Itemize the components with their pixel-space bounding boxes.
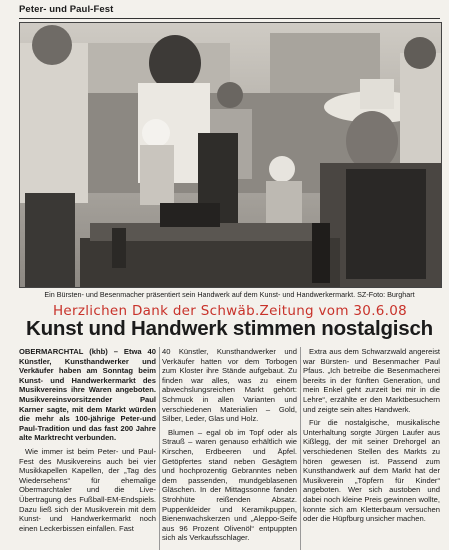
column-divider: [159, 347, 160, 550]
article-column-3: [303, 347, 440, 528]
article-column-2: [162, 347, 297, 547]
article-lead-text: – Etwa 40 Künstler, Kunsthandwerker und Verkäufer haben am Sonntag beim Kunst- und Handwerkermarkt des Musikvereins ihre Waren angeboten. Musikvereinsvorsitzender Paul Karner sagte, mit dem Markt würden die mehr als 100-jährige Peter-und Paul-Tradition und das fast 200 Jahre alte Marktrecht verbunden.: [19, 347, 156, 443]
article-headline: Kunst und Handwerk stimmen nostalgisch: [25, 317, 433, 340]
market-photo-illustration: [20, 23, 441, 287]
top-rule: [19, 18, 440, 19]
article-paragraph: Für die nostalgische, musikalische Unterhaltung sorgte Jürgen Laufer aus Kißlegg, der mit seiner Drehorgel an verschiedenen Stellen des Markts zu hören gewesen ist. Passend zum Kunsthandwerk auf dem Markt hat der Musikverein „Töpfern für Kinder“ angeboten. Wer sich austoben und dabei noch kleine Preis gewinnen wollte, konnte sich am Kletterbaum versuchen oder die Hüpfburg unsicher machen.: [303, 418, 440, 524]
photo-caption: Ein Bürsten- und Besenmacher präsentiert sein Handwerk auf dem Kunst- und Handwerkermarkt. SZ-Foto: Burghart: [44, 290, 415, 299]
article-lead: [19, 347, 156, 443]
article-paragraph: Extra aus dem Schwarzwald angereist war Bürsten- und Besenmacher Paul Pfaus. „Ich betreibe die Besenmacherei bereits in der fünften Generation, und mein Enkel geht zurzeit bei mir in die Lehre“, erzählte er den Marktbesuchern und zeigte sein altes Handwerk.: [303, 347, 440, 414]
section-kicker: Peter- und Paul-Fest: [19, 4, 114, 15]
article-paragraph: 40 Künstler, Kunsthandwerker und Verkäufer hatten vor dem Torbogen zum Kloster ihre Stände aufgebaut. Zu finden war alles, was zu einem abwechslungsreichen Markt gehört: Schmuck in allen Varianten und verschiedenen Materialien – Gold, Silber, Leder, Glas und Holz.: [162, 347, 297, 424]
handwritten-note: Herzlichen Dank der Schwäb.Zeitung vom 30.6.08: [52, 303, 408, 319]
article-body: [19, 347, 440, 550]
column-divider: [300, 347, 301, 550]
article-dateline: OBERMARCHTAL (khb): [19, 347, 108, 356]
article-paragraph: Wie immer ist beim Peter- und Paul-Fest des Musikvereins auch bei vier Musikkapellen Kapellen, der „Tag des Wiedersehens“ für ehemalige Obermarchtaler und die Live-Übertragung des Fußball-EM-Endspiels. Dazu ließ sich der Musikverein mit dem Kunst- und Handwerkermarkt noch einen Leckerbissen einfallen. Fast: [19, 446, 156, 533]
article-column-1: [19, 347, 156, 537]
market-photo: [19, 22, 442, 288]
article-paragraph: Blumen – egal ob im Topf oder als Strauß – waren genauso erhältlich wie Kirschen, Erdbeeren und Äpfel. Getöpfertes stand neben Gesägtem und hochprozentig Gebranntes neben dem passenden, mundgeblasenen Gläschen. In der Mittagssonne fanden Strohhüte reißenden Absatz. Puppenkleider und Keramikpuppen, Bienenwachskerzen und „Aleppo-Seife aus 96 Prozent Olivenöl“ entpuppten sich als Verkaufsschlager.: [162, 427, 297, 543]
